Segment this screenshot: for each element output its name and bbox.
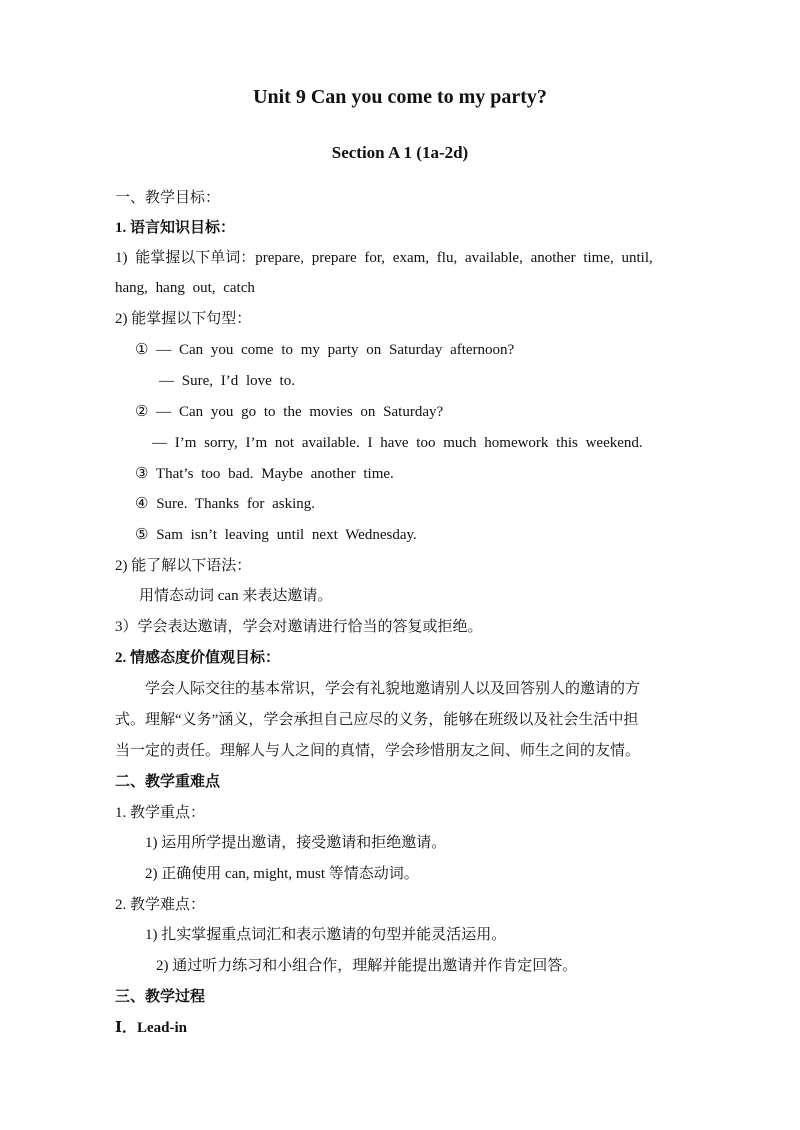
difficult-points-label: 2. 教学难点： [115, 897, 206, 913]
objective-item-3: 3）学会表达邀请，学会对邀请进行恰当的答复或拒绝。 [115, 619, 483, 635]
step-lead-in: Ⅰ．Lead-in [115, 1020, 188, 1036]
paragraph-line: 当一定的责任。理解人与人之间的真情，学会珍惜朋友之间、师生之间的友情。 [115, 743, 641, 759]
key-points-label: 1. 教学重点： [115, 805, 206, 821]
vocabulary-line-2: hang, hang out, catch [115, 280, 255, 296]
heading-language-knowledge: 1. 语言知识目标： [115, 220, 236, 236]
patterns-label: 2) 能掌握以下句型： [115, 311, 252, 327]
pattern-item: — I’m sorry, I’m not available. I have too much homework this weekend. [152, 435, 643, 451]
pattern-item: ① — Can you come to my party on Saturday afternoon? [135, 342, 515, 358]
document-title: Unit 9 Can you come to my party? [253, 86, 547, 108]
pattern-item: ② — Can you go to the movies on Saturday? [135, 404, 444, 420]
difficult-point-item: 1) 扎实掌握重点词汇和表示邀请的句型并能灵活运用。 [145, 927, 507, 943]
pattern-item: — Sure, I’d love to. [159, 373, 295, 389]
heading-teaching-objectives: 一、教学目标： [115, 190, 221, 206]
paragraph-line: 学会人际交往的基本常识，学会有礼貌地邀请别人以及回答别人的邀请的方 [145, 681, 641, 697]
key-point-item: 2) 正确使用 can, might, must 等情态动词。 [145, 866, 419, 882]
pattern-item: ④ Sure. Thanks for asking. [135, 496, 315, 512]
difficult-point-item: 2) 通过听力练习和小组合作，理解并能提出邀请并作肯定回答。 [156, 958, 578, 974]
heading-emotional-values: 2. 情感态度价值观目标： [115, 650, 281, 666]
heading-key-difficult-points: 二、教学重难点 [115, 774, 221, 790]
heading-teaching-process: 三、教学过程 [115, 989, 206, 1005]
section-subtitle: Section A 1 (1a-2d) [331, 143, 469, 162]
grammar-text: 用情态动词 can 来表达邀请。 [139, 588, 333, 604]
paragraph-line: 式。理解“义务”涵义，学会承担自己应尽的义务，能够在班级以及社会生活中担 [115, 712, 639, 728]
pattern-item: ③ That’s too bad. Maybe another time. [135, 466, 394, 482]
vocabulary-line-1: 1) 能掌握以下单词：prepare, prepare for, exam, flu, available, another time, until, [115, 250, 653, 266]
pattern-item: ⑤ Sam isn’t leaving until next Wednesday. [135, 527, 417, 543]
key-point-item: 1) 运用所学提出邀请，接受邀请和拒绝邀请。 [145, 835, 447, 851]
grammar-label: 2) 能了解以下语法： [115, 558, 252, 574]
